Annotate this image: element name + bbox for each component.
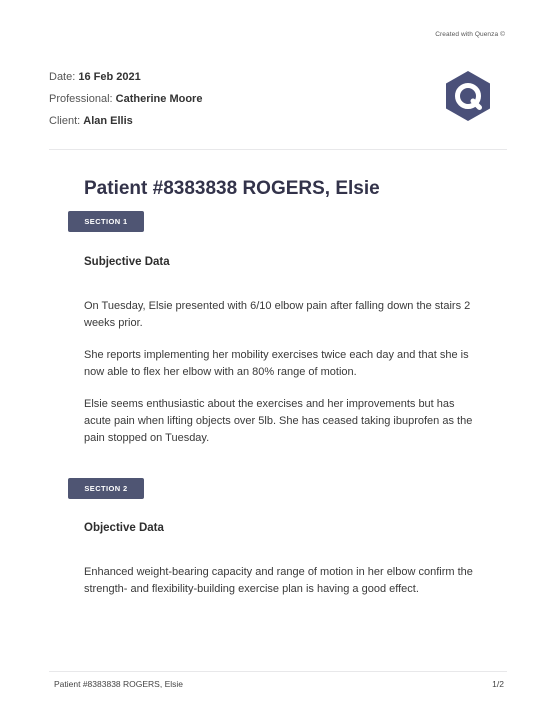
meta-date-row [49, 66, 349, 88]
section-2-badge: SECTION 2 [68, 478, 144, 499]
footer-patient-name: Patient #8383838 ROGERS, Elsie [54, 679, 183, 689]
footer-divider [49, 671, 507, 672]
section-1-heading: Subjective Data [84, 256, 170, 268]
meta-professional-value: Catherine Moore [115, 93, 203, 105]
meta-professional-label: Professional: [49, 93, 113, 105]
meta-client-label: Client: [49, 115, 81, 127]
section-1-paragraph-1: On Tuesday, Elsie presented with 6/10 elbow pain after falling down the stairs 2 weeks prior. [84, 300, 471, 329]
page-title: Patient #8383838 ROGERS, Elsie [84, 178, 380, 199]
quenza-logo-icon [444, 70, 492, 122]
section-2-heading: Objective Data [84, 522, 164, 534]
section-1-paragraph-3: Elsie seems enthusiastic about the exercises and her improvements but has acute pain when lifting objects over 5lb. She has ceased taking ibuprofen as the pain stopped on Tuesday. [84, 398, 473, 444]
meta-date-value: 16 Feb 2021 [78, 71, 141, 83]
footer-page-number: 1/2 [492, 679, 504, 689]
document-meta [49, 66, 349, 132]
section-1-badge: SECTION 1 [68, 211, 144, 232]
created-with-credit: Created with Quenza © [435, 31, 505, 38]
header-divider [49, 149, 507, 150]
section-2-paragraph-1: Enhanced weight-bearing capacity and range of motion in her elbow confirm the strength- and flexibility-building exercise plan is having a good effect. [84, 566, 473, 595]
meta-client-value: Alan Ellis [83, 115, 133, 127]
meta-client-row [49, 110, 349, 132]
meta-date-label: Date: [49, 71, 76, 83]
meta-professional-row [49, 88, 349, 110]
section-1-paragraph-2: She reports implementing her mobility exercises twice each day and that she is now able to flex her elbow with an 80% range of motion. [84, 349, 469, 378]
